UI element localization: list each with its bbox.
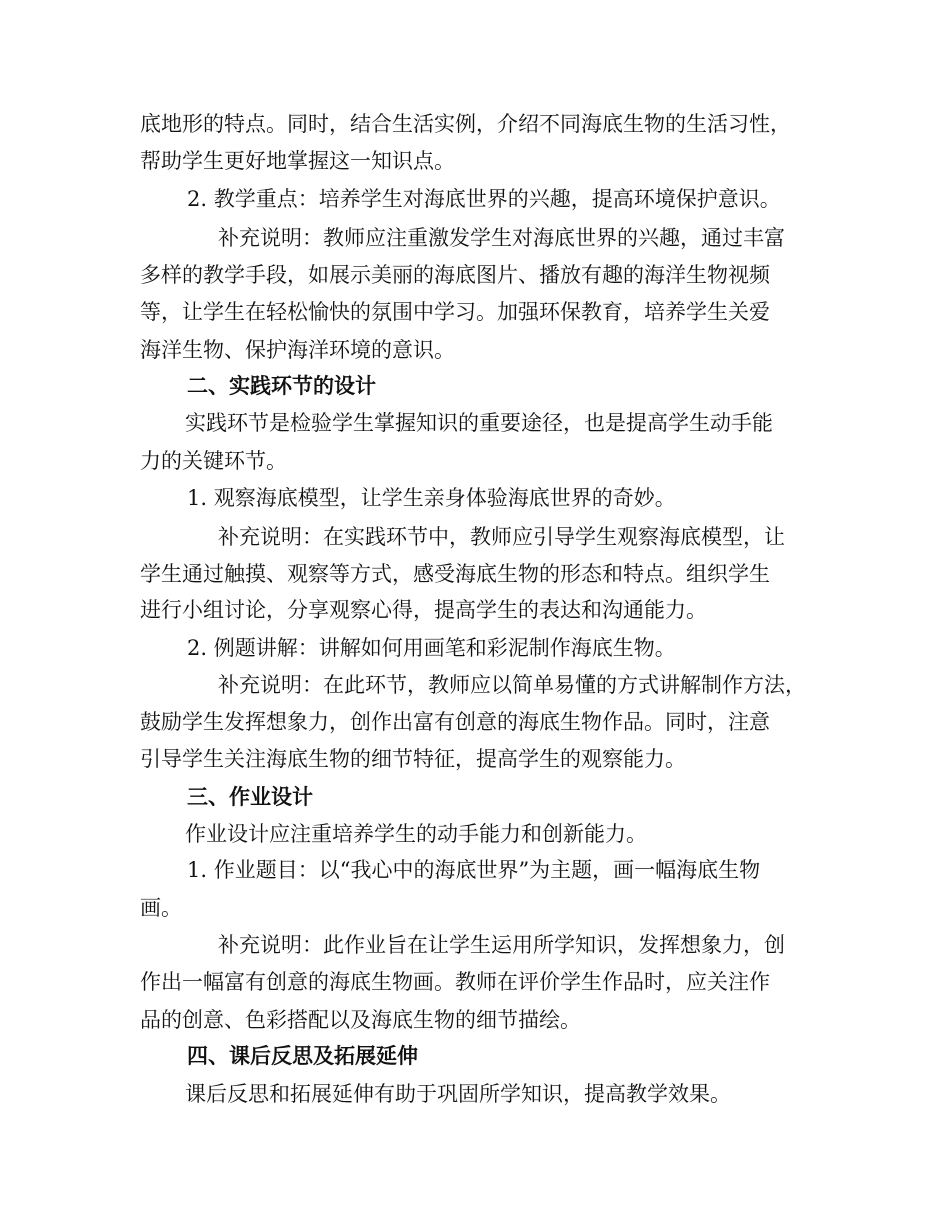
- supplementary-note: 补充说明：此作业旨在让学生运用所学知识，发挥想象力，创: [218, 933, 785, 957]
- paragraph-line: 实践环节是检验学生掌握知识的重要途径，也是提高学生动手能: [185, 411, 773, 435]
- supplementary-note: 补充说明：在实践环节中，教师应引导学生观察海底模型，让: [218, 525, 785, 549]
- paragraph-line: 多样的教学手段，如展示美丽的海底图片、播放有趣的海洋生物视频: [140, 263, 770, 287]
- paragraph-line: 作业设计应注重培养学生的动手能力和创新能力。: [185, 822, 647, 846]
- paragraph-line: 等，让学生在轻松愉快的氛围中学习。加强环保教育，培养学生关爱: [140, 300, 770, 324]
- list-item-teaching-focus: 2. 教学重点：培养学生对海底世界的兴趣，提高环境保护意识。: [187, 187, 781, 211]
- paragraph-line: 课后反思和拓展延伸有助于巩固所学知识，提高教学效果。: [185, 1082, 731, 1106]
- paragraph-line: 鼓励学生发挥想象力，创作出富有创意的海底生物作品。同时，注意: [140, 710, 770, 734]
- section-heading-practice: 二、实践环节的设计: [187, 374, 376, 398]
- paragraph-line: 画。: [140, 896, 182, 920]
- supplementary-note: 补充说明：教师应注重激发学生对海底世界的兴趣，通过丰富: [218, 226, 785, 250]
- paragraph-line: 力的关键环节。: [140, 449, 287, 473]
- section-heading-reflection: 四、课后反思及拓展延伸: [187, 1044, 418, 1068]
- paragraph-line: 引导学生关注海底生物的细节特征，提高学生的观察能力。: [140, 747, 686, 771]
- paragraph-line: 帮助学生更好地掌握这一知识点。: [140, 149, 455, 173]
- paragraph-line: 学生通过触摸、观察等方式，感受海底生物的形态和特点。组织学生: [140, 562, 770, 586]
- paragraph-line: 作出一幅富有创意的海底生物画。教师在评价学生作品时，应关注作: [140, 970, 770, 994]
- section-heading-homework: 三、作业设计: [187, 785, 313, 809]
- list-item-homework-topic: 1. 作业题目：以“我心中的海底世界”为主题，画一幅海底生物: [187, 858, 761, 882]
- paragraph-line: 品的创意、色彩搭配以及海底生物的细节描绘。: [140, 1008, 581, 1032]
- paragraph-line: 海洋生物、保护海洋环境的意识。: [140, 338, 455, 362]
- paragraph-line: 底地形的特点。同时，结合生活实例，介绍不同海底生物的生活习性，: [140, 112, 791, 136]
- supplementary-note: 补充说明：在此环节，教师应以简单易懂的方式讲解制作方法，: [218, 673, 806, 697]
- list-item-example: 2. 例题讲解：讲解如何用画笔和彩泥制作海底生物。: [187, 636, 676, 660]
- list-item-observe-model: 1. 观察海底模型，让学生亲身体验海底世界的奇妙。: [187, 486, 676, 510]
- paragraph-line: 进行小组讨论，分享观察心得，提高学生的表达和沟通能力。: [140, 598, 707, 622]
